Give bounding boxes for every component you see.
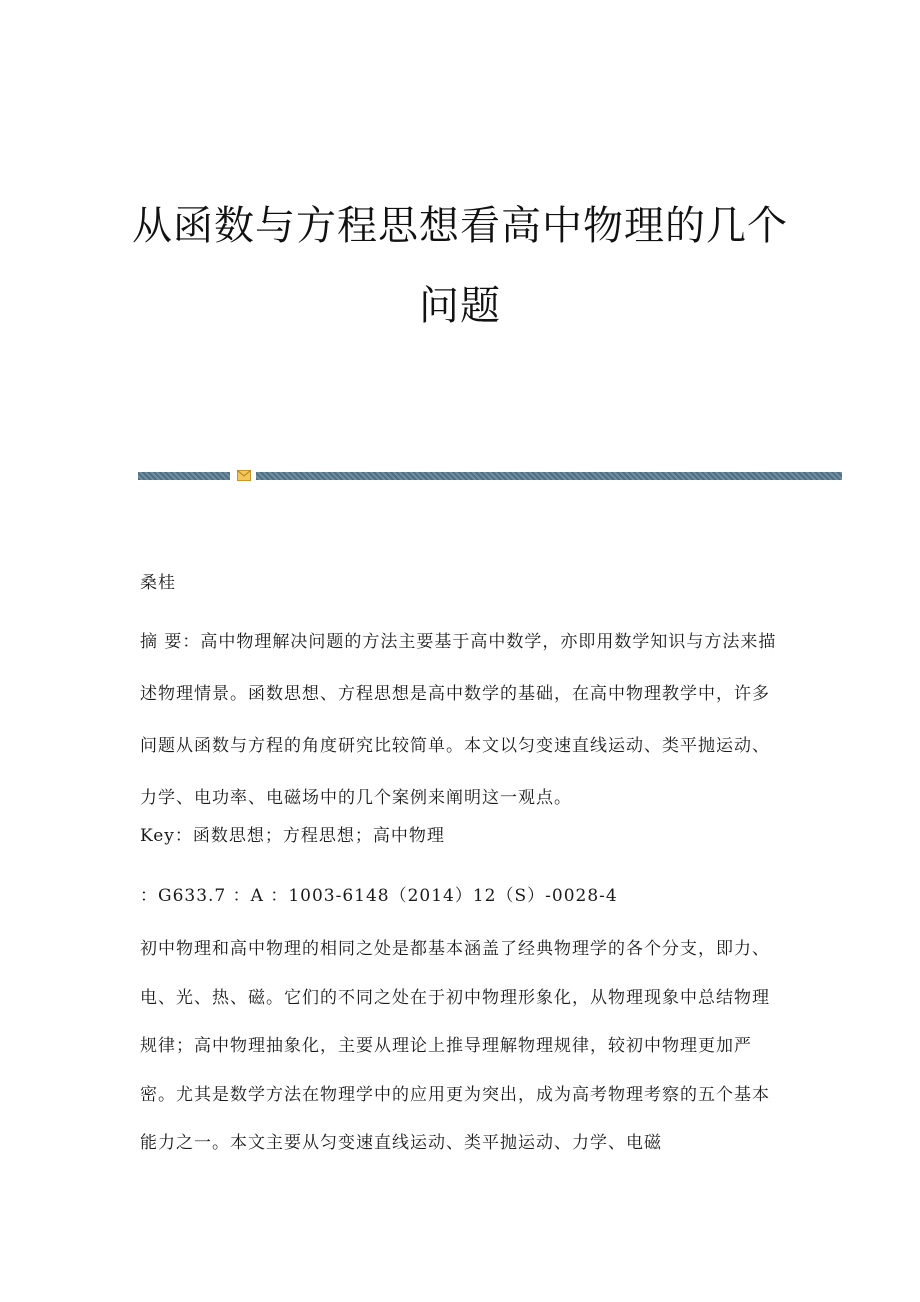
page-title: 从函数与方程思想看高中物理的几个问题: [132, 203, 788, 329]
body-paragraph-text: 初中物理和高中物理的相同之处是都基本涵盖了经典物理学的各个分支，即力、电、光、热、磁。它们的不同之处在于初中物理形象化，从物理现象中总结物理规律；高中物理抽象化，主要从理论上推导理解物理规律，较初中物理更加严密。尤其是数学方法在物理学中的应用更为突出，成为高考物理考察的五个基本能力之一。本文主要从匀变速直线运动、类平抛运动、力学、电磁: [140, 939, 770, 1153]
abstract-label: 摘 要：: [140, 632, 201, 652]
body-paragraph: [140, 925, 780, 1168]
abstract: [140, 616, 780, 824]
title-divider: [138, 470, 842, 482]
divider-bar-left: [138, 472, 230, 480]
author: 桑桂: [140, 573, 176, 593]
abstract-text: 高中物理解决问题的方法主要基于高中数学，亦即用数学知识与方法来描述物理情景。函数思想、方程思想是高中数学的基础，在高中物理教学中，许多问题从函数与方程的角度研究比较简单。本文以匀变速直线运动、类平抛运动、力学、电功率、电磁场中的几个案例来阐明这一观点。: [140, 632, 777, 808]
divider-bar-right: [256, 472, 842, 480]
keywords: Key：函数思想；方程思想；高中物理: [140, 826, 445, 846]
classification-info: ：G633.7 ：A ：1003-6148（2014）12（S）-0028-4: [140, 886, 618, 906]
envelope-icon: [237, 470, 251, 481]
